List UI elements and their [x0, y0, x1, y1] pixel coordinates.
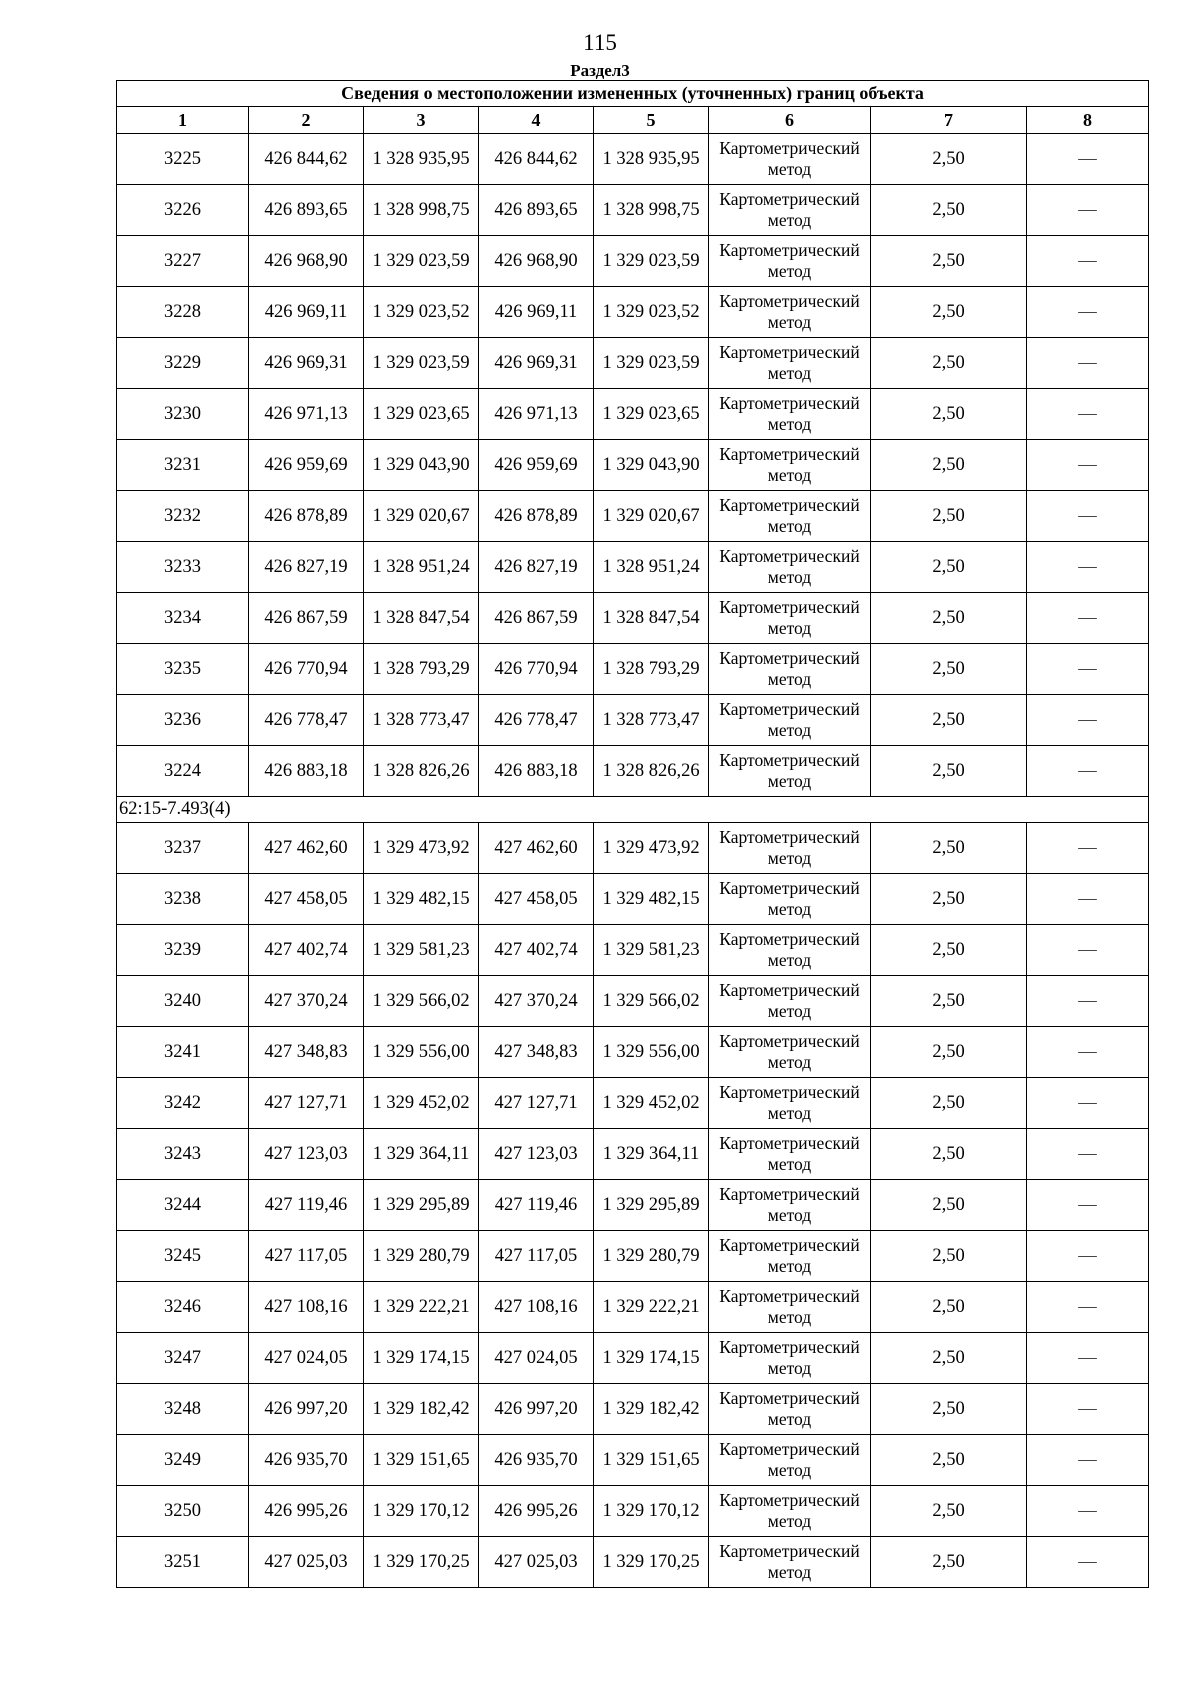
table-row: [117, 389, 1149, 440]
table-row: [117, 925, 1149, 976]
table-body: [117, 81, 1149, 1588]
x-coordinate-cell: 426 844,62: [249, 134, 364, 185]
column-number: 2: [249, 107, 364, 134]
method-cell: Картометрический метод: [709, 1027, 871, 1078]
y-coordinate-new-cell: 1 328 793,29: [594, 644, 709, 695]
column-number: 8: [1027, 107, 1149, 134]
precision-cell: 2,50: [871, 1282, 1027, 1333]
point-number-cell: 3235: [117, 644, 249, 695]
y-coordinate-cell: 1 328 935,95: [364, 134, 479, 185]
precision-cell: 2,50: [871, 695, 1027, 746]
column-number: 1: [117, 107, 249, 134]
y-coordinate-new-cell: 1 329 023,59: [594, 236, 709, 287]
x-coordinate-new-cell: 426 893,65: [479, 185, 594, 236]
description-cell: —: [1027, 874, 1149, 925]
description-cell: —: [1027, 185, 1149, 236]
precision-cell: 2,50: [871, 593, 1027, 644]
table-row: [117, 593, 1149, 644]
x-coordinate-new-cell: 426 935,70: [479, 1435, 594, 1486]
column-number-row: [117, 107, 1149, 134]
method-cell: Картометрический метод: [709, 1333, 871, 1384]
y-coordinate-cell: 1 329 452,02: [364, 1078, 479, 1129]
precision-cell: 2,50: [871, 1027, 1027, 1078]
y-coordinate-cell: 1 329 170,25: [364, 1537, 479, 1588]
table-row: [117, 1384, 1149, 1435]
description-cell: —: [1027, 542, 1149, 593]
description-cell: —: [1027, 1180, 1149, 1231]
description-cell: —: [1027, 1282, 1149, 1333]
description-cell: —: [1027, 1435, 1149, 1486]
precision-cell: 2,50: [871, 287, 1027, 338]
table-row: [117, 338, 1149, 389]
x-coordinate-cell: 426 969,11: [249, 287, 364, 338]
point-number-cell: 3234: [117, 593, 249, 644]
y-coordinate-new-cell: 1 329 043,90: [594, 440, 709, 491]
column-number: 3: [364, 107, 479, 134]
method-cell: Картометрический метод: [709, 134, 871, 185]
y-coordinate-cell: 1 329 182,42: [364, 1384, 479, 1435]
x-coordinate-cell: 426 968,90: [249, 236, 364, 287]
x-coordinate-cell: 426 867,59: [249, 593, 364, 644]
point-number-cell: 3238: [117, 874, 249, 925]
x-coordinate-new-cell: 427 108,16: [479, 1282, 594, 1333]
point-number-cell: 3225: [117, 134, 249, 185]
point-number-cell: 3244: [117, 1180, 249, 1231]
description-cell: —: [1027, 925, 1149, 976]
x-coordinate-cell: 426 893,65: [249, 185, 364, 236]
y-coordinate-cell: 1 329 023,59: [364, 338, 479, 389]
y-coordinate-cell: 1 329 473,92: [364, 823, 479, 874]
description-cell: —: [1027, 1486, 1149, 1537]
x-coordinate-cell: 427 108,16: [249, 1282, 364, 1333]
x-coordinate-new-cell: 426 867,59: [479, 593, 594, 644]
table-row: [117, 491, 1149, 542]
table-row: [117, 134, 1149, 185]
method-cell: Картометрический метод: [709, 491, 871, 542]
x-coordinate-cell: 427 370,24: [249, 976, 364, 1027]
table-row: [117, 976, 1149, 1027]
point-number-cell: 3242: [117, 1078, 249, 1129]
x-coordinate-cell: 427 117,05: [249, 1231, 364, 1282]
point-number-cell: 3241: [117, 1027, 249, 1078]
y-coordinate-new-cell: 1 329 170,25: [594, 1537, 709, 1588]
x-coordinate-cell: 426 827,19: [249, 542, 364, 593]
method-cell: Картометрический метод: [709, 287, 871, 338]
section-title: Раздел3: [570, 61, 630, 80]
x-coordinate-cell: 426 935,70: [249, 1435, 364, 1486]
precision-cell: 2,50: [871, 976, 1027, 1027]
y-coordinate-cell: 1 329 023,59: [364, 236, 479, 287]
point-number-cell: 3237: [117, 823, 249, 874]
description-cell: —: [1027, 287, 1149, 338]
x-coordinate-cell: 426 997,20: [249, 1384, 364, 1435]
description-cell: —: [1027, 976, 1149, 1027]
x-coordinate-cell: 427 123,03: [249, 1129, 364, 1180]
precision-cell: 2,50: [871, 874, 1027, 925]
precision-cell: 2,50: [871, 823, 1027, 874]
column-number: 5: [594, 107, 709, 134]
description-cell: —: [1027, 338, 1149, 389]
description-cell: —: [1027, 491, 1149, 542]
group-label: 62:15-7.493(4): [117, 797, 1149, 823]
method-cell: Картометрический метод: [709, 695, 871, 746]
precision-cell: 2,50: [871, 185, 1027, 236]
y-coordinate-new-cell: 1 328 935,95: [594, 134, 709, 185]
x-coordinate-new-cell: 427 127,71: [479, 1078, 594, 1129]
table-row: [117, 542, 1149, 593]
x-coordinate-cell: 426 959,69: [249, 440, 364, 491]
precision-cell: 2,50: [871, 1486, 1027, 1537]
precision-cell: 2,50: [871, 134, 1027, 185]
column-number: 4: [479, 107, 594, 134]
y-coordinate-cell: 1 329 174,15: [364, 1333, 479, 1384]
point-number-cell: 3239: [117, 925, 249, 976]
description-cell: —: [1027, 593, 1149, 644]
y-coordinate-new-cell: 1 329 473,92: [594, 823, 709, 874]
precision-cell: 2,50: [871, 236, 1027, 287]
y-coordinate-new-cell: 1 329 020,67: [594, 491, 709, 542]
table-row: [117, 440, 1149, 491]
column-number: 6: [709, 107, 871, 134]
y-coordinate-new-cell: 1 328 998,75: [594, 185, 709, 236]
y-coordinate-new-cell: 1 328 847,54: [594, 593, 709, 644]
x-coordinate-new-cell: 426 778,47: [479, 695, 594, 746]
y-coordinate-cell: 1 329 023,65: [364, 389, 479, 440]
y-coordinate-cell: 1 329 222,21: [364, 1282, 479, 1333]
x-coordinate-new-cell: 427 119,46: [479, 1180, 594, 1231]
point-number-cell: 3227: [117, 236, 249, 287]
point-number-cell: 3224: [117, 746, 249, 797]
y-coordinate-new-cell: 1 329 452,02: [594, 1078, 709, 1129]
point-number-cell: 3229: [117, 338, 249, 389]
point-number-cell: 3245: [117, 1231, 249, 1282]
table-row: [117, 1078, 1149, 1129]
x-coordinate-new-cell: 426 969,31: [479, 338, 594, 389]
y-coordinate-new-cell: 1 329 581,23: [594, 925, 709, 976]
y-coordinate-new-cell: 1 329 222,21: [594, 1282, 709, 1333]
point-number-cell: 3232: [117, 491, 249, 542]
x-coordinate-cell: 427 458,05: [249, 874, 364, 925]
table-row: [117, 1027, 1149, 1078]
table-row: [117, 644, 1149, 695]
y-coordinate-new-cell: 1 329 174,15: [594, 1333, 709, 1384]
point-number-cell: 3243: [117, 1129, 249, 1180]
method-cell: Картометрический метод: [709, 1231, 871, 1282]
y-coordinate-cell: 1 329 364,11: [364, 1129, 479, 1180]
y-coordinate-cell: 1 329 295,89: [364, 1180, 479, 1231]
description-cell: —: [1027, 1129, 1149, 1180]
method-cell: Картометрический метод: [709, 874, 871, 925]
table-row: [117, 1180, 1149, 1231]
x-coordinate-cell: 427 024,05: [249, 1333, 364, 1384]
x-coordinate-new-cell: 426 995,26: [479, 1486, 594, 1537]
table-row: [117, 1486, 1149, 1537]
y-coordinate-new-cell: 1 328 951,24: [594, 542, 709, 593]
x-coordinate-new-cell: 427 024,05: [479, 1333, 594, 1384]
column-number: 7: [871, 107, 1027, 134]
description-cell: —: [1027, 134, 1149, 185]
point-number-cell: 3231: [117, 440, 249, 491]
x-coordinate-cell: 426 878,89: [249, 491, 364, 542]
precision-cell: 2,50: [871, 644, 1027, 695]
y-coordinate-new-cell: 1 329 023,52: [594, 287, 709, 338]
description-cell: —: [1027, 1333, 1149, 1384]
x-coordinate-new-cell: 426 883,18: [479, 746, 594, 797]
precision-cell: 2,50: [871, 440, 1027, 491]
table-row: [117, 1231, 1149, 1282]
y-coordinate-new-cell: 1 329 482,15: [594, 874, 709, 925]
y-coordinate-cell: 1 329 581,23: [364, 925, 479, 976]
x-coordinate-new-cell: 426 997,20: [479, 1384, 594, 1435]
description-cell: —: [1027, 236, 1149, 287]
description-cell: —: [1027, 823, 1149, 874]
method-cell: Картометрический метод: [709, 1129, 871, 1180]
description-cell: —: [1027, 1537, 1149, 1588]
y-coordinate-new-cell: 1 329 023,65: [594, 389, 709, 440]
y-coordinate-new-cell: 1 329 280,79: [594, 1231, 709, 1282]
point-number-cell: 3246: [117, 1282, 249, 1333]
method-cell: Картометрический метод: [709, 1537, 871, 1588]
x-coordinate-cell: 427 348,83: [249, 1027, 364, 1078]
x-coordinate-new-cell: 426 968,90: [479, 236, 594, 287]
description-cell: —: [1027, 1384, 1149, 1435]
point-number-cell: 3236: [117, 695, 249, 746]
table-row: [117, 1333, 1149, 1384]
description-cell: —: [1027, 695, 1149, 746]
description-cell: —: [1027, 440, 1149, 491]
precision-cell: 2,50: [871, 746, 1027, 797]
table-row: [117, 823, 1149, 874]
y-coordinate-new-cell: 1 329 151,65: [594, 1435, 709, 1486]
y-coordinate-new-cell: 1 329 170,12: [594, 1486, 709, 1537]
x-coordinate-new-cell: 427 117,05: [479, 1231, 594, 1282]
x-coordinate-new-cell: 427 458,05: [479, 874, 594, 925]
precision-cell: 2,50: [871, 1078, 1027, 1129]
method-cell: Картометрический метод: [709, 1486, 871, 1537]
description-cell: —: [1027, 644, 1149, 695]
method-cell: Картометрический метод: [709, 1078, 871, 1129]
x-coordinate-new-cell: 427 025,03: [479, 1537, 594, 1588]
method-cell: Картометрический метод: [709, 338, 871, 389]
x-coordinate-new-cell: 427 462,60: [479, 823, 594, 874]
table-row: [117, 185, 1149, 236]
y-coordinate-cell: 1 329 043,90: [364, 440, 479, 491]
table-row: [117, 1435, 1149, 1486]
description-cell: —: [1027, 746, 1149, 797]
x-coordinate-cell: 426 995,26: [249, 1486, 364, 1537]
table-row: [117, 287, 1149, 338]
x-coordinate-new-cell: 426 770,94: [479, 644, 594, 695]
x-coordinate-cell: 426 770,94: [249, 644, 364, 695]
y-coordinate-cell: 1 328 951,24: [364, 542, 479, 593]
precision-cell: 2,50: [871, 542, 1027, 593]
table-row: [117, 746, 1149, 797]
x-coordinate-cell: 427 025,03: [249, 1537, 364, 1588]
y-coordinate-cell: 1 328 773,47: [364, 695, 479, 746]
method-cell: Картометрический метод: [709, 644, 871, 695]
y-coordinate-new-cell: 1 329 566,02: [594, 976, 709, 1027]
x-coordinate-new-cell: 426 878,89: [479, 491, 594, 542]
precision-cell: 2,50: [871, 491, 1027, 542]
precision-cell: 2,50: [871, 1333, 1027, 1384]
x-coordinate-cell: 427 119,46: [249, 1180, 364, 1231]
y-coordinate-cell: 1 328 847,54: [364, 593, 479, 644]
x-coordinate-cell: 426 969,31: [249, 338, 364, 389]
precision-cell: 2,50: [871, 1537, 1027, 1588]
y-coordinate-cell: 1 329 151,65: [364, 1435, 479, 1486]
y-coordinate-cell: 1 328 793,29: [364, 644, 479, 695]
x-coordinate-new-cell: 426 971,13: [479, 389, 594, 440]
method-cell: Картометрический метод: [709, 542, 871, 593]
x-coordinate-new-cell: 426 959,69: [479, 440, 594, 491]
method-cell: Картометрический метод: [709, 1384, 871, 1435]
y-coordinate-new-cell: 1 329 556,00: [594, 1027, 709, 1078]
y-coordinate-cell: 1 328 998,75: [364, 185, 479, 236]
boundary-coordinates-table: [116, 80, 1149, 1588]
method-cell: Картометрический метод: [709, 236, 871, 287]
method-cell: Картометрический метод: [709, 1435, 871, 1486]
table-row: [117, 1537, 1149, 1588]
precision-cell: 2,50: [871, 1435, 1027, 1486]
point-number-cell: 3247: [117, 1333, 249, 1384]
point-number-cell: 3226: [117, 185, 249, 236]
precision-cell: 2,50: [871, 338, 1027, 389]
method-cell: Картометрический метод: [709, 185, 871, 236]
x-coordinate-new-cell: 426 827,19: [479, 542, 594, 593]
method-cell: Картометрический метод: [709, 440, 871, 491]
y-coordinate-cell: 1 329 482,15: [364, 874, 479, 925]
x-coordinate-cell: 427 127,71: [249, 1078, 364, 1129]
y-coordinate-cell: 1 329 556,00: [364, 1027, 479, 1078]
y-coordinate-cell: 1 329 566,02: [364, 976, 479, 1027]
group-label-row: [117, 797, 1149, 823]
point-number-cell: 3228: [117, 287, 249, 338]
precision-cell: 2,50: [871, 389, 1027, 440]
description-cell: —: [1027, 389, 1149, 440]
x-coordinate-new-cell: 426 844,62: [479, 134, 594, 185]
x-coordinate-cell: 426 778,47: [249, 695, 364, 746]
x-coordinate-cell: 426 971,13: [249, 389, 364, 440]
description-cell: —: [1027, 1027, 1149, 1078]
x-coordinate-new-cell: 427 348,83: [479, 1027, 594, 1078]
x-coordinate-cell: 427 462,60: [249, 823, 364, 874]
y-coordinate-cell: 1 329 023,52: [364, 287, 479, 338]
precision-cell: 2,50: [871, 1180, 1027, 1231]
y-coordinate-new-cell: 1 329 364,11: [594, 1129, 709, 1180]
table-row: [117, 1282, 1149, 1333]
x-coordinate-cell: 426 883,18: [249, 746, 364, 797]
y-coordinate-new-cell: 1 329 182,42: [594, 1384, 709, 1435]
y-coordinate-new-cell: 1 328 773,47: [594, 695, 709, 746]
method-cell: Картометрический метод: [709, 593, 871, 644]
method-cell: Картометрический метод: [709, 389, 871, 440]
method-cell: Картометрический метод: [709, 976, 871, 1027]
x-coordinate-cell: 427 402,74: [249, 925, 364, 976]
point-number-cell: 3230: [117, 389, 249, 440]
table-caption: Сведения о местоположении измененных (уточненных) границ объекта: [117, 81, 1149, 107]
y-coordinate-cell: 1 329 020,67: [364, 491, 479, 542]
point-number-cell: 3251: [117, 1537, 249, 1588]
point-number-cell: 3250: [117, 1486, 249, 1537]
table-row: [117, 695, 1149, 746]
precision-cell: 2,50: [871, 925, 1027, 976]
method-cell: Картометрический метод: [709, 746, 871, 797]
precision-cell: 2,50: [871, 1129, 1027, 1180]
x-coordinate-new-cell: 427 402,74: [479, 925, 594, 976]
page-number: 115: [583, 30, 617, 55]
description-cell: —: [1027, 1231, 1149, 1282]
point-number-cell: 3240: [117, 976, 249, 1027]
y-coordinate-new-cell: 1 329 295,89: [594, 1180, 709, 1231]
y-coordinate-new-cell: 1 328 826,26: [594, 746, 709, 797]
point-number-cell: 3249: [117, 1435, 249, 1486]
method-cell: Картометрический метод: [709, 1282, 871, 1333]
y-coordinate-cell: 1 329 170,12: [364, 1486, 479, 1537]
x-coordinate-new-cell: 426 969,11: [479, 287, 594, 338]
precision-cell: 2,50: [871, 1231, 1027, 1282]
precision-cell: 2,50: [871, 1384, 1027, 1435]
method-cell: Картометрический метод: [709, 1180, 871, 1231]
x-coordinate-new-cell: 427 123,03: [479, 1129, 594, 1180]
method-cell: Картометрический метод: [709, 823, 871, 874]
point-number-cell: 3248: [117, 1384, 249, 1435]
method-cell: Картометрический метод: [709, 925, 871, 976]
y-coordinate-cell: 1 328 826,26: [364, 746, 479, 797]
table-caption-row: [117, 81, 1149, 107]
table-row: [117, 236, 1149, 287]
table-row: [117, 1129, 1149, 1180]
y-coordinate-cell: 1 329 280,79: [364, 1231, 479, 1282]
y-coordinate-new-cell: 1 329 023,59: [594, 338, 709, 389]
point-number-cell: 3233: [117, 542, 249, 593]
description-cell: —: [1027, 1078, 1149, 1129]
x-coordinate-new-cell: 427 370,24: [479, 976, 594, 1027]
table-row: [117, 874, 1149, 925]
